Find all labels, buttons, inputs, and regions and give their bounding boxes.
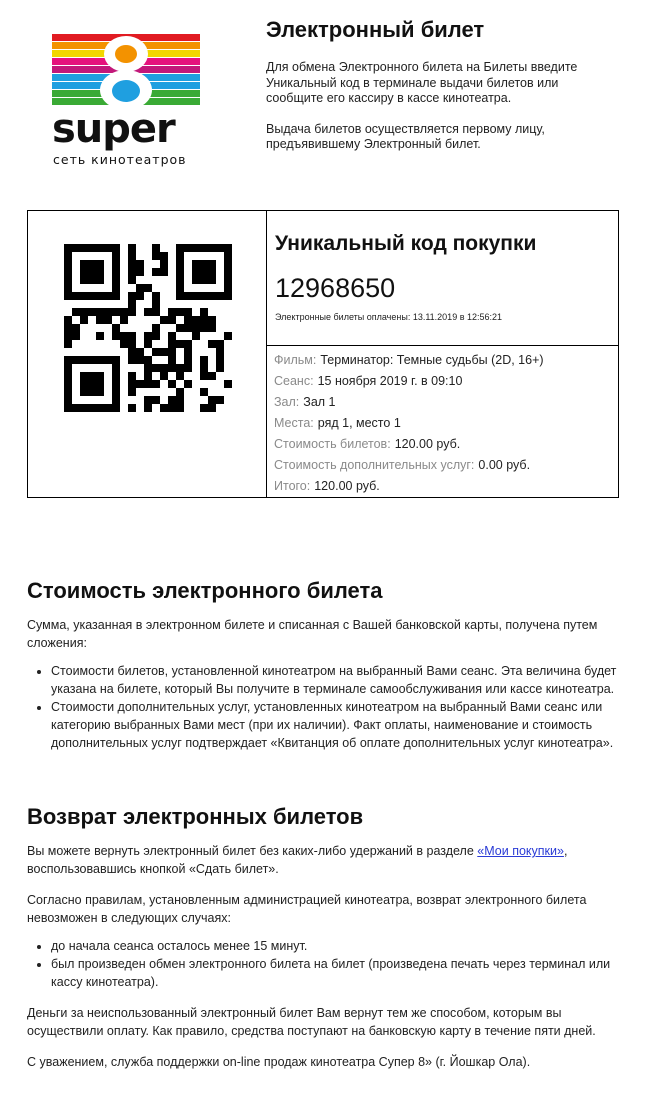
qr-module	[208, 324, 216, 332]
qr-module	[88, 268, 96, 276]
qr-module	[128, 260, 136, 268]
qr-module	[64, 364, 72, 372]
detail-value: 120.00 руб.	[394, 437, 461, 451]
qr-module	[64, 332, 72, 340]
qr-module	[112, 284, 120, 292]
qr-module	[136, 260, 144, 268]
qr-module	[96, 316, 104, 324]
detail-film	[274, 350, 614, 371]
detail-label: Фильм:	[274, 353, 317, 367]
qr-module	[96, 244, 104, 252]
qr-module	[104, 404, 112, 412]
qr-module	[128, 252, 136, 260]
qr-module	[64, 356, 72, 364]
qr-module	[160, 372, 168, 380]
qr-module	[144, 356, 152, 364]
qr-module	[208, 260, 216, 268]
qr-module	[176, 388, 184, 396]
qr-module	[104, 316, 112, 324]
qr-module	[224, 380, 232, 388]
qr-module	[176, 260, 184, 268]
qr-module	[64, 276, 72, 284]
qr-module	[192, 324, 200, 332]
detail-hall	[274, 392, 614, 413]
qr-module	[152, 380, 160, 388]
qr-module	[184, 364, 192, 372]
qr-module	[224, 284, 232, 292]
qr-module	[176, 244, 184, 252]
qr-module	[216, 396, 224, 404]
qr-module	[112, 380, 120, 388]
qr-module	[208, 316, 216, 324]
qr-cell	[28, 211, 267, 497]
cost-section	[27, 578, 627, 752]
qr-module	[176, 404, 184, 412]
qr-module	[80, 292, 88, 300]
qr-module	[152, 268, 160, 276]
qr-module	[160, 260, 168, 268]
qr-module	[96, 260, 104, 268]
qr-module	[128, 244, 136, 252]
detail-total	[274, 476, 614, 497]
qr-module	[208, 340, 216, 348]
qr-module	[144, 340, 152, 348]
qr-module	[112, 372, 120, 380]
qr-module	[200, 268, 208, 276]
qr-module	[160, 316, 168, 324]
qr-module	[88, 292, 96, 300]
qr-module	[80, 268, 88, 276]
qr-module	[168, 364, 176, 372]
qr-module	[216, 292, 224, 300]
qr-module	[144, 284, 152, 292]
detail-value: Зал 1	[303, 395, 336, 409]
qr-module	[152, 252, 160, 260]
qr-module	[216, 364, 224, 372]
qr-module	[168, 356, 176, 364]
qr-module	[200, 356, 208, 364]
qr-module	[112, 276, 120, 284]
qr-module	[184, 316, 192, 324]
qr-module	[72, 404, 80, 412]
qr-module	[112, 292, 120, 300]
logo-word: super	[52, 106, 175, 152]
qr-module	[192, 276, 200, 284]
qr-module	[152, 364, 160, 372]
qr-module	[176, 308, 184, 316]
qr-module	[208, 372, 216, 380]
detail-label: Стоимость билетов:	[274, 437, 391, 451]
qr-module	[96, 332, 104, 340]
qr-module	[184, 348, 192, 356]
qr-module	[184, 380, 192, 388]
qr-module	[136, 380, 144, 388]
qr-module	[64, 268, 72, 276]
qr-module	[64, 316, 72, 324]
qr-module	[128, 340, 136, 348]
qr-module	[200, 260, 208, 268]
qr-module	[168, 316, 176, 324]
qr-module	[184, 308, 192, 316]
qr-module	[72, 356, 80, 364]
qr-module	[96, 380, 104, 388]
qr-module	[184, 356, 192, 364]
qr-module	[96, 268, 104, 276]
refund-text-start: Вы можете вернуть электронный билет без каких-либо удержаний в разделе	[27, 844, 478, 858]
detail-value: 15 ноября 2019 г. в 09:10	[317, 374, 463, 388]
qr-module	[136, 292, 144, 300]
qr-module	[120, 340, 128, 348]
qr-module	[136, 348, 144, 356]
qr-module	[224, 332, 232, 340]
qr-module	[96, 404, 104, 412]
qr-module	[72, 324, 80, 332]
qr-module	[112, 324, 120, 332]
qr-module	[128, 372, 136, 380]
qr-module	[128, 380, 136, 388]
qr-module	[64, 380, 72, 388]
qr-module	[208, 276, 216, 284]
detail-label: Зал:	[274, 395, 300, 409]
qr-module	[112, 308, 120, 316]
qr-module	[112, 260, 120, 268]
qr-module	[144, 380, 152, 388]
qr-module	[224, 252, 232, 260]
qr-module	[64, 292, 72, 300]
qr-module	[80, 308, 88, 316]
qr-module	[80, 276, 88, 284]
qr-module	[88, 276, 96, 284]
qr-module	[96, 292, 104, 300]
qr-module	[192, 260, 200, 268]
qr-module	[128, 332, 136, 340]
list-item: • Стоимости билетов, установленной кинотеатром на выбранный Вами сеанс. Эта величина будет указана на билете, который Вы получите в терминале самообслуживания или кассе кинотеатра.	[51, 662, 627, 698]
qr-module	[128, 348, 136, 356]
detail-value: 0.00 руб.	[478, 458, 531, 472]
qr-module	[168, 348, 176, 356]
qr-module	[200, 276, 208, 284]
detail-value: Терминатор: Темные судьбы (2D, 16+)	[320, 353, 544, 367]
logo-tagline: сеть кинотеатров	[53, 152, 187, 167]
qr-module	[208, 396, 216, 404]
qr-module	[128, 404, 136, 412]
qr-module	[192, 244, 200, 252]
qr-module	[80, 356, 88, 364]
detail-ticket-price	[274, 434, 614, 455]
detail-label: Стоимость дополнительных услуг:	[274, 458, 475, 472]
refund-text	[27, 842, 627, 878]
qr-module	[80, 404, 88, 412]
qr-module	[192, 332, 200, 340]
qr-module	[200, 244, 208, 252]
qr-module	[88, 308, 96, 316]
qr-module	[112, 332, 120, 340]
qr-module	[152, 396, 160, 404]
qr-module	[144, 396, 152, 404]
qr-module	[152, 300, 160, 308]
qr-module	[64, 244, 72, 252]
qr-module	[128, 276, 136, 284]
qr-module	[88, 380, 96, 388]
qr-module	[72, 292, 80, 300]
header	[266, 16, 606, 153]
cost-text: Сумма, указанная в электронном билете и списанная с Вашей банковской карты, получена путем сложения:	[27, 618, 598, 650]
qr-module	[104, 308, 112, 316]
qr-module	[200, 388, 208, 396]
qr-module	[168, 396, 176, 404]
qr-module	[72, 332, 80, 340]
list-item: • Стоимости дополнительных услуг, установленных кинотеатром на выбранный Вами сеанс или категорию выбранных Вами мест (при их наличии). Факт оплаты, наименование и стоимость дополнительных услуг подтверждает «Квитанция об оплате дополнительных услуг кинотеатра».	[51, 698, 627, 752]
qr-module	[80, 316, 88, 324]
qr-module	[144, 332, 152, 340]
qr-module	[176, 252, 184, 260]
qr-module	[168, 380, 176, 388]
paid-timestamp: Электронные билеты оплачены: 13.11.2019 в 12:56:21	[275, 312, 503, 322]
qr-module	[168, 404, 176, 412]
qr-module	[64, 396, 72, 404]
detail-label: Сеанс:	[274, 374, 314, 388]
qr-module	[112, 388, 120, 396]
qr-module	[160, 348, 168, 356]
qr-module	[200, 364, 208, 372]
qr-module	[200, 404, 208, 412]
qr-module	[216, 356, 224, 364]
code-cell	[267, 211, 618, 346]
qr-module	[208, 404, 216, 412]
qr-code-icon	[64, 244, 232, 412]
detail-label: Места:	[274, 416, 314, 430]
qr-module	[144, 404, 152, 412]
qr-module	[112, 268, 120, 276]
qr-module	[64, 324, 72, 332]
qr-module	[128, 292, 136, 300]
qr-module	[88, 260, 96, 268]
qr-module	[64, 372, 72, 380]
qr-module	[184, 292, 192, 300]
qr-module	[128, 268, 136, 276]
qr-module	[200, 292, 208, 300]
qr-module	[168, 308, 176, 316]
qr-module	[152, 332, 160, 340]
intro-exchange: Для обмена Электронного билета на Билеты введите Уникальный код в терминале выдачи билетов или сообщите его кассиру в кассе кинотеатра.	[266, 60, 578, 105]
qr-module	[192, 268, 200, 276]
qr-module	[128, 308, 136, 316]
qr-module	[64, 388, 72, 396]
qr-module	[192, 316, 200, 324]
qr-module	[160, 252, 168, 260]
my-purchases-link[interactable]: «Мои покупки»	[477, 844, 564, 858]
qr-module	[152, 244, 160, 252]
qr-module	[208, 292, 216, 300]
qr-module	[96, 388, 104, 396]
qr-module	[176, 276, 184, 284]
qr-module	[64, 284, 72, 292]
qr-module	[176, 292, 184, 300]
qr-module	[176, 396, 184, 404]
qr-module	[168, 332, 176, 340]
qr-module	[224, 268, 232, 276]
cost-list	[51, 662, 627, 752]
qr-module	[224, 260, 232, 268]
qr-module	[64, 404, 72, 412]
code-title: Уникальный код покупки	[275, 232, 537, 255]
qr-module	[80, 372, 88, 380]
refund-text-end: , воспользовавшись кнопкой «Сдать билет».	[27, 844, 568, 876]
qr-module	[208, 244, 216, 252]
qr-module	[152, 348, 160, 356]
qr-module	[112, 396, 120, 404]
qr-module	[144, 308, 152, 316]
signature: С уважением, служба поддержки on-line продаж кинотеатра Супер 8» (г. Йошкар Ола).	[27, 1055, 531, 1069]
qr-module	[72, 244, 80, 252]
qr-module	[88, 372, 96, 380]
qr-module	[184, 340, 192, 348]
qr-module	[120, 332, 128, 340]
qr-module	[112, 252, 120, 260]
qr-module	[176, 268, 184, 276]
qr-module	[112, 244, 120, 252]
qr-module	[224, 292, 232, 300]
qr-module	[160, 404, 168, 412]
qr-module	[216, 340, 224, 348]
page-title: Электронный билет	[266, 17, 485, 42]
qr-module	[160, 364, 168, 372]
qr-module	[192, 292, 200, 300]
detail-value: ряд 1, место 1	[317, 416, 401, 430]
purchase-code: 12968650	[275, 273, 396, 303]
qr-module	[168, 340, 176, 348]
list-item: • до начала сеанса осталось менее 15 минут.	[51, 937, 627, 955]
qr-module	[136, 284, 144, 292]
qr-module	[136, 356, 144, 364]
qr-module	[64, 260, 72, 268]
qr-module	[120, 308, 128, 316]
qr-module	[88, 388, 96, 396]
money-back-text: Деньги за неиспользованный электронный билет Вам вернут тем же способом, которым вы осуществили оплату. Как правило, средства поступают на банковскую карту в течение пяти дней.	[27, 1006, 596, 1038]
qr-module	[64, 340, 72, 348]
qr-module	[152, 324, 160, 332]
qr-module	[184, 324, 192, 332]
qr-module	[80, 388, 88, 396]
qr-module	[208, 268, 216, 276]
qr-module	[80, 260, 88, 268]
qr-module	[224, 244, 232, 252]
qr-module	[104, 292, 112, 300]
qr-module	[96, 308, 104, 316]
refund-section	[27, 804, 627, 1071]
refund-rules-intro: Согласно правилам, установленным администрацией кинотеатра, возврат электронного билета невозможен в следующих случаях:	[27, 893, 587, 925]
qr-module	[200, 324, 208, 332]
qr-module	[88, 404, 96, 412]
super8-logo	[52, 34, 202, 169]
detail-extra-price	[274, 455, 614, 476]
detail-label: Итого:	[274, 479, 311, 493]
qr-module	[128, 300, 136, 308]
qr-module	[176, 284, 184, 292]
qr-module	[160, 268, 168, 276]
qr-module	[184, 244, 192, 252]
detail-value: 120.00 руб.	[314, 479, 380, 493]
qr-module	[224, 276, 232, 284]
ticket-table	[27, 210, 619, 498]
qr-module	[200, 308, 208, 316]
qr-module	[176, 372, 184, 380]
qr-module	[128, 388, 136, 396]
qr-module	[136, 268, 144, 276]
qr-module	[72, 308, 80, 316]
qr-module	[152, 308, 160, 316]
qr-module	[176, 364, 184, 372]
detail-seats	[274, 413, 614, 434]
qr-module	[200, 372, 208, 380]
qr-module	[104, 356, 112, 364]
detail-session	[274, 371, 614, 392]
qr-module	[112, 356, 120, 364]
qr-module	[144, 372, 152, 380]
refund-rules-list	[51, 937, 627, 991]
qr-module	[64, 252, 72, 260]
cost-title: Стоимость электронного билета	[27, 578, 383, 603]
qr-module	[152, 292, 160, 300]
intro-first-person: Выдача билетов осуществляется первому лицу, предъявившему Электронный билет.	[266, 121, 545, 151]
ticket-details	[274, 350, 614, 497]
qr-module	[112, 404, 120, 412]
qr-module	[176, 340, 184, 348]
qr-module	[200, 316, 208, 324]
qr-module	[96, 276, 104, 284]
qr-module	[88, 356, 96, 364]
qr-module	[128, 356, 136, 364]
qr-module	[176, 324, 184, 332]
qr-module	[80, 244, 88, 252]
qr-module	[112, 364, 120, 372]
qr-module	[144, 364, 152, 372]
qr-module	[104, 244, 112, 252]
qr-module	[96, 372, 104, 380]
qr-module	[80, 380, 88, 388]
qr-module	[96, 356, 104, 364]
refund-title: Возврат электронных билетов	[27, 804, 364, 829]
qr-module	[216, 348, 224, 356]
list-item: • был произведен обмен электронного билета на билет (произведена печать через терминал или кассу кинотеатра).	[51, 955, 627, 991]
qr-module	[216, 244, 224, 252]
qr-module	[120, 316, 128, 324]
qr-module	[88, 244, 96, 252]
